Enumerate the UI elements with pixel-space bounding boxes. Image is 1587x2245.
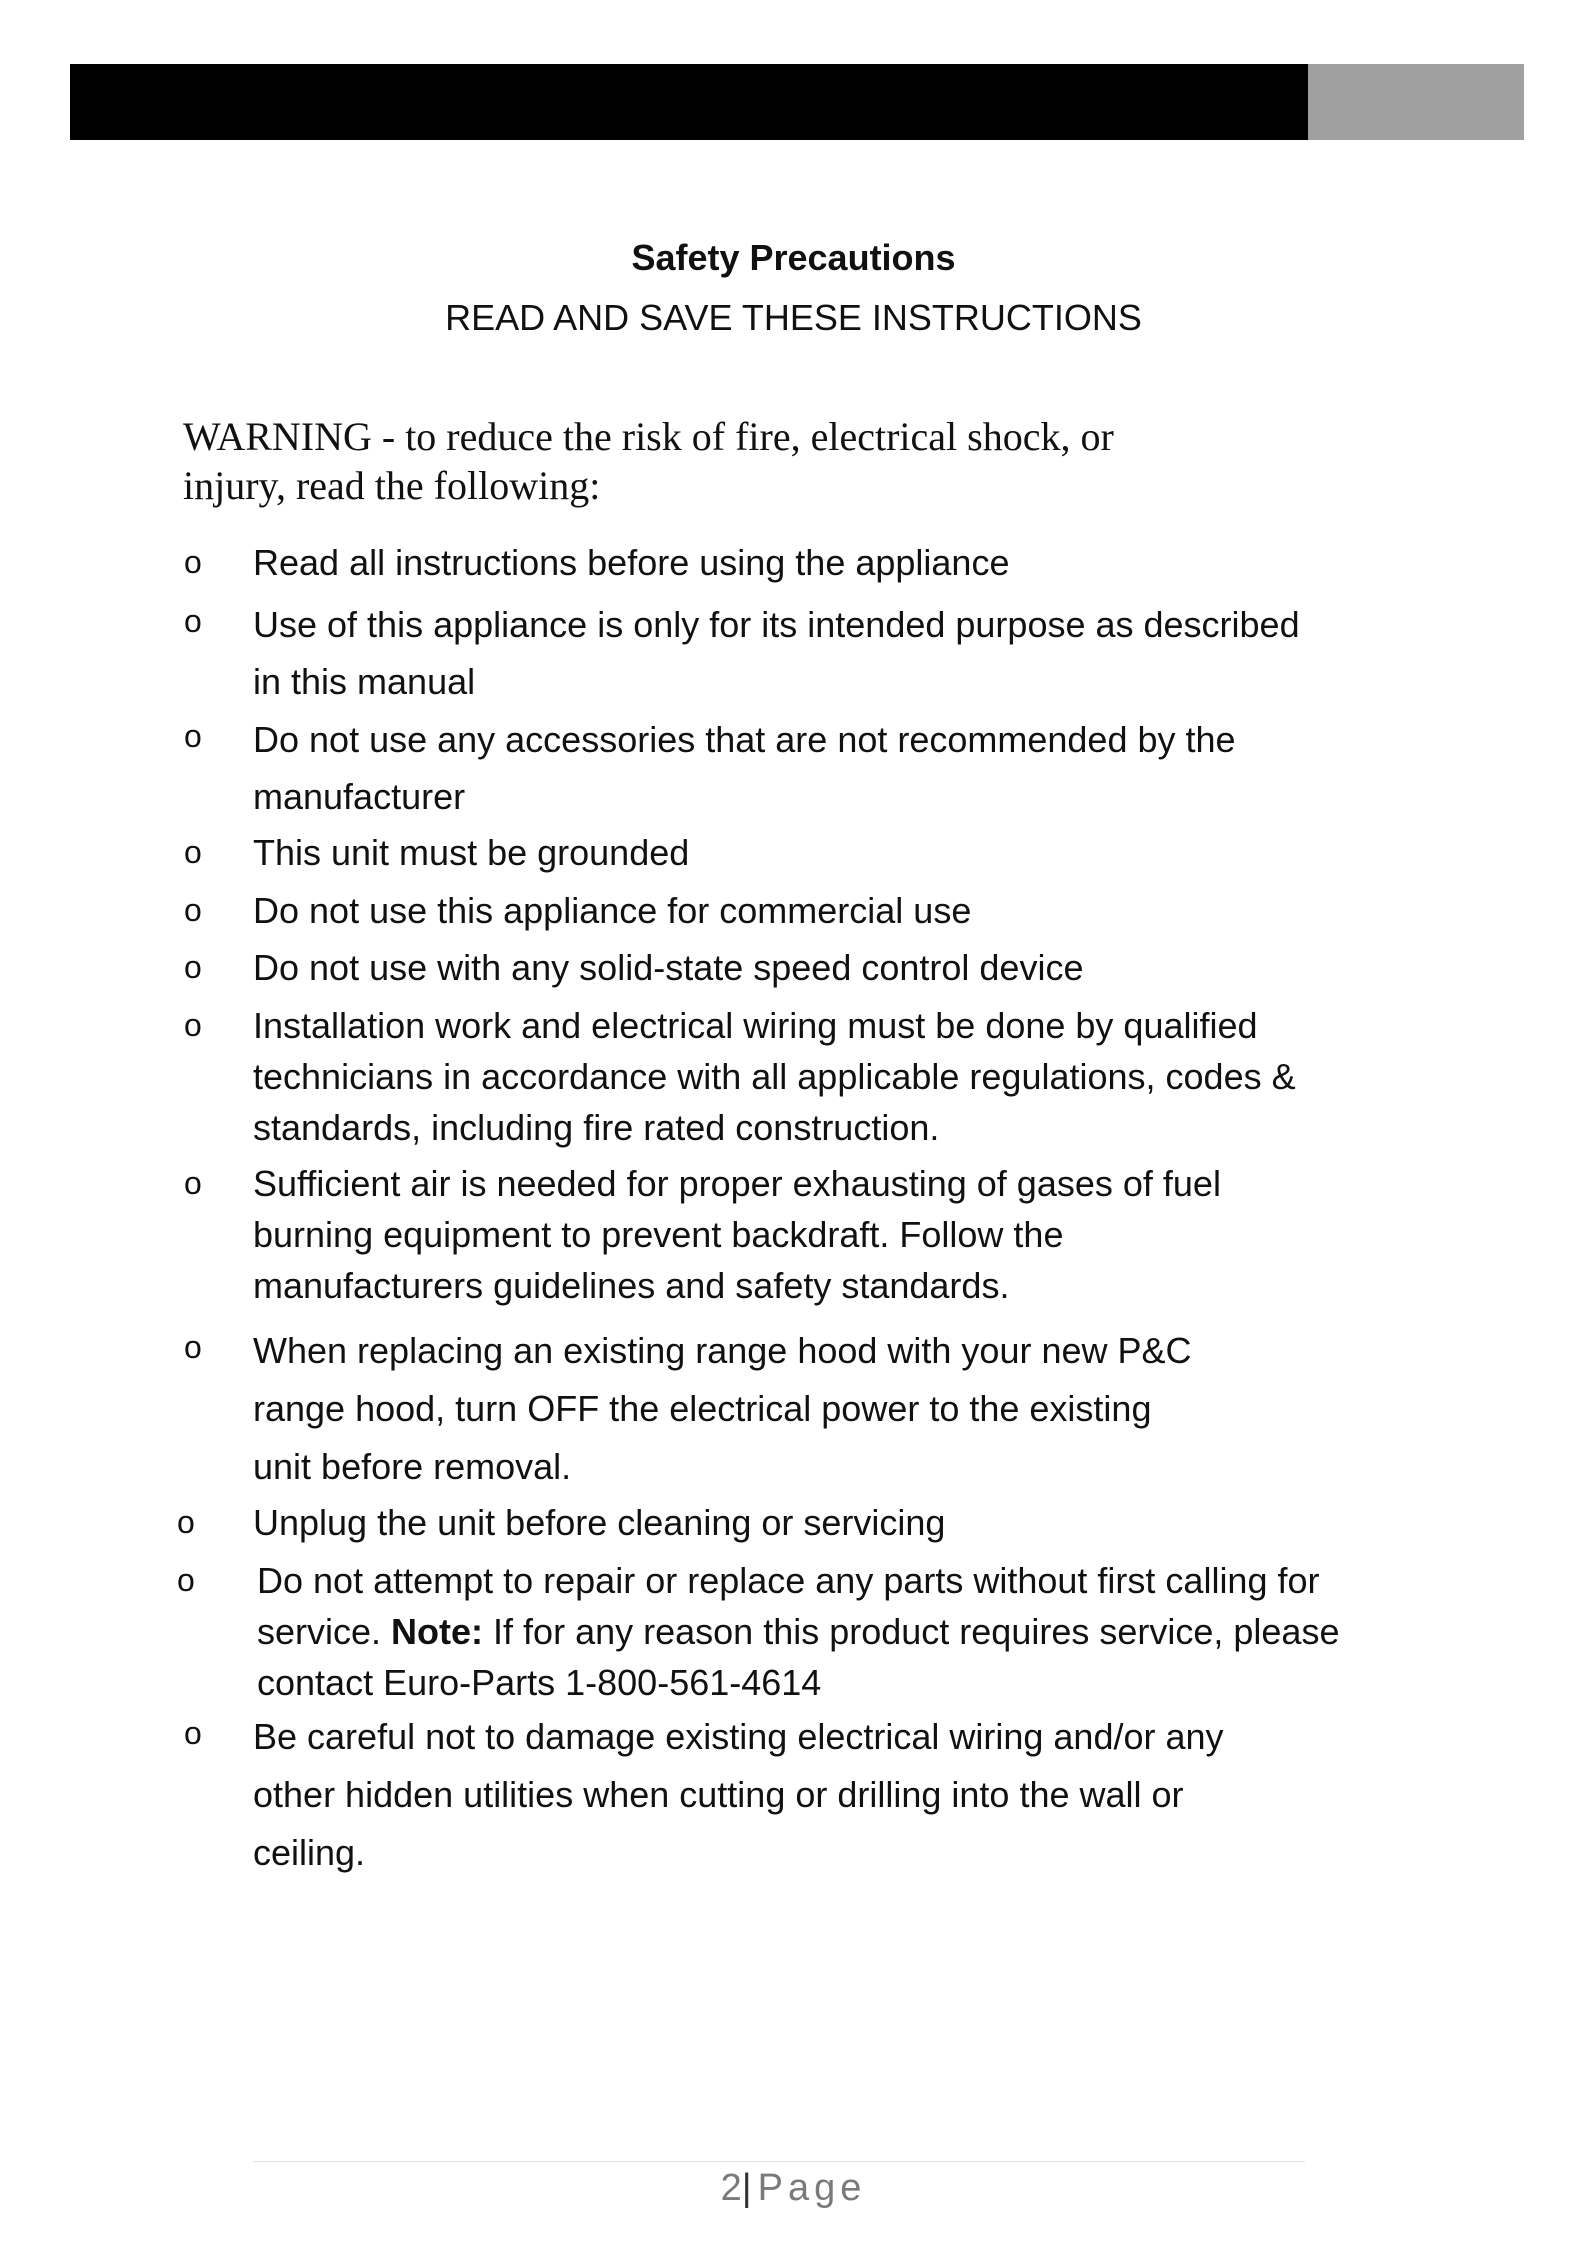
list-item-text: technicians in accordance with all applicable regulations, codes & [253,1056,1296,1097]
warning-line-2: injury, read the following: [183,463,601,508]
header-bar [70,64,1308,140]
list-item-text: When replacing an existing range hood with your new P&C [253,1330,1192,1371]
list-item-text-fragment: service. [257,1611,392,1652]
list-item-text: range hood, turn OFF the electrical power to the existing [253,1388,1152,1429]
list-item-text: standards, including fire rated construction. [253,1107,940,1148]
page-number [0,2162,1587,2214]
page-separator: | [741,2167,752,2209]
bullet-icon: o [184,1007,202,1043]
warning-text [183,412,1283,510]
bullet-icon: o [184,1329,202,1365]
list-item-text: Read all instructions before using the appliance [253,542,1010,583]
bullet-icon: o [184,1165,202,1201]
page-title: Safety Precautions [631,237,956,278]
bullet-icon: o [184,892,202,928]
list-item-text: unit before removal. [253,1446,572,1487]
note-label: Note: [391,1611,484,1652]
list-item-text: Be careful not to damage existing electrical wiring and/or any [253,1716,1224,1757]
bullet-icon: o [184,603,202,639]
warning-line-1: WARNING - to reduce the risk of fire, electrical shock, or [183,414,1114,459]
bullet-icon: o [184,834,202,870]
list-item-text: Do not use this appliance for commercial use [253,890,972,931]
list-item-text-fragment: If for any reason this product requires service, please [483,1611,1340,1652]
list-item-text: ceiling. [253,1832,366,1873]
list-item-text: manufacturer [253,776,466,817]
list-item-text: manufacturers guidelines and safety standards. [253,1265,1010,1306]
bullet-icon: o [184,718,202,754]
list-item-text: in this manual [253,661,476,702]
list-item-text: Unplug the unit before cleaning or servicing [253,1502,946,1543]
list-item-text: Installation work and electrical wiring must be done by qualified [253,1005,1258,1046]
list-item-text: Do not use any accessories that are not recommended by the [253,719,1236,760]
list-item-text: Do not attempt to repair or replace any parts without first calling for [257,1560,1320,1601]
header-accent-bar [1308,64,1524,140]
list-item-text: Do not use with any solid-state speed control device [253,947,1084,988]
list-item-text: other hidden utilities when cutting or drilling into the wall or [253,1774,1184,1815]
list-item-text: This unit must be grounded [253,832,690,873]
bullet-icon: o [184,1715,202,1751]
bullet-icon: o [184,544,202,580]
list-item-text: Use of this appliance is only for its intended purpose as described [253,604,1300,645]
list-item-text: burning equipment to prevent backdraft. Follow the [253,1214,1064,1255]
list-item-text [257,1606,1437,1657]
list-item-text: Sufficient air is needed for proper exhausting of gases of fuel [253,1163,1221,1204]
bullet-icon: o [177,1562,195,1598]
list-item-text: contact Euro-Parts 1-800-561-4614 [257,1662,822,1703]
bullet-icon: o [177,1504,195,1540]
page-number-value: 2 [720,2167,742,2209]
page-label: Page [757,2167,867,2209]
page-subtitle: READ AND SAVE THESE INSTRUCTIONS [445,297,1142,338]
bullet-icon: o [184,949,202,985]
